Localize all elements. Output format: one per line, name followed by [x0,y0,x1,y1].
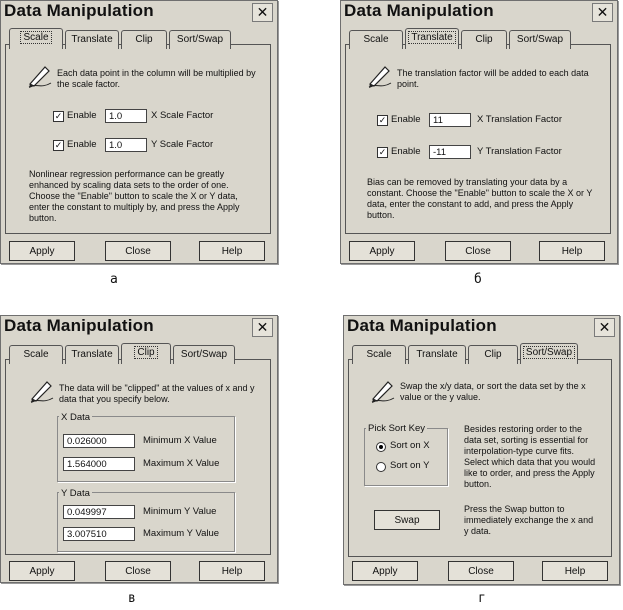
pencil-icon [27,63,53,89]
y-max-label: Maximum Y Value [143,528,220,539]
dialog-title: Data Manipulation [344,1,494,20]
x-translation-input[interactable]: 11 [429,113,471,127]
title-bar [341,1,617,25]
enable-x-checkbox[interactable]: ✓ [54,111,63,121]
scale-description: Each data point in the column will be multiplied by the scale factor. [57,68,256,89]
dialog-title: Data Manipulation [4,1,154,20]
title-bar [1,1,277,25]
x-translation-label: X Translation Factor [477,114,563,125]
close-window-button[interactable]: ✕ [592,3,613,22]
tab-scale[interactable]: Scale [9,345,63,364]
tab-clip[interactable]: Clip [121,30,167,49]
tab-sort-swap[interactable]: Sort/Swap [509,30,571,49]
x-max-label: Maximum X Value [143,458,220,469]
enable-x-label: Enable [391,114,421,125]
caption-v: в [128,591,136,606]
tab-translate[interactable]: Translate [65,345,119,364]
sort-x-radio[interactable] [376,442,386,452]
sort-y-radio[interactable] [376,462,386,472]
enable-y-label: Enable [67,139,97,150]
apply-button[interactable]: Apply [352,561,418,581]
tab-sort-swap[interactable]: Sort/Swap [169,30,231,49]
enable-x-checkbox[interactable]: ✓ [378,115,387,125]
y-max-input[interactable]: 3.007510 [63,527,135,541]
tab-sort-swap[interactable]: Sort/Swap [173,345,235,364]
y-translation-label: Y Translation Factor [477,146,562,157]
enable-y-label: Enable [391,146,421,157]
y-data-group-label: Y Data [61,488,90,499]
x-min-label: Minimum X Value [143,435,217,446]
dialog-sort-swap [343,315,620,585]
x-min-input[interactable]: 0.026000 [63,434,135,448]
tab-translate[interactable]: Translate [405,28,459,49]
pencil-icon [29,378,55,404]
sort-note: Besides restoring order to the data set, sorting is essential for interpolation-type curve fits. Select which data that you would like to order, and press the Apply button. [464,424,596,489]
scale-note: Nonlinear regression performance can be greatly enhanced by scaling data sets to the order of one. Choose the "Enable" button to scale the X or Y data, enter the constant to multiply by, and press the Apply button. [29,169,240,223]
y-data-group [57,492,235,552]
clip-description: The data will be "clipped" at the values of x and y data that you specify below. [59,383,255,404]
dialog-clip [0,315,278,583]
dialog-translate [340,0,618,264]
y-scale-input[interactable]: 1.0 [105,138,147,152]
apply-button[interactable]: Apply [349,241,415,261]
close-window-button[interactable]: ✕ [252,3,273,22]
y-min-input[interactable]: 0.049997 [63,505,135,519]
swap-button[interactable]: Swap [374,510,440,530]
title-bar [344,316,619,340]
tab-sort-swap[interactable]: Sort/Swap [520,343,578,364]
sort-key-group [364,428,448,486]
close-window-button[interactable]: ✕ [594,318,615,337]
close-button[interactable]: Close [445,241,511,261]
enable-x-label: Enable [67,110,97,121]
enable-y-checkbox[interactable]: ✓ [54,140,63,150]
close-button[interactable]: Close [105,561,171,581]
pencil-icon [370,378,396,404]
translate-description: The translation factor will be added to each data point. [397,68,589,89]
sortswap-description: Swap the x/y data, or sort the data set by the x value or the y value. [400,381,586,402]
dialog-title: Data Manipulation [4,316,154,335]
help-button[interactable]: Help [539,241,605,261]
y-translation-input[interactable]: -11 [429,145,471,159]
dialog-title: Data Manipulation [347,316,497,335]
y-scale-label: Y Scale Factor [151,139,214,150]
sort-y-label: Sort on Y [390,460,430,471]
caption-g: г [478,591,486,606]
tab-clip[interactable]: Clip [121,343,171,364]
close-button[interactable]: Close [448,561,514,581]
enable-y-checkbox[interactable]: ✓ [378,147,387,157]
close-window-button[interactable]: ✕ [252,318,273,337]
sort-key-group-label: Pick Sort Key [368,423,426,434]
dialog-scale [0,0,278,264]
x-max-input[interactable]: 1.564000 [63,457,135,471]
tab-clip[interactable]: Clip [461,30,507,49]
title-bar [1,316,277,340]
apply-button[interactable]: Apply [9,561,75,581]
tab-scale[interactable]: Scale [352,345,406,364]
help-button[interactable]: Help [199,241,265,261]
x-scale-label: X Scale Factor [151,110,214,121]
tab-scale[interactable]: Scale [9,28,63,49]
caption-b: б [474,272,482,287]
pencil-icon [367,63,393,89]
caption-a: а [110,272,118,287]
sort-x-label: Sort on X [390,440,430,451]
swap-note: Press the Swap button to immediately exchange the x and y data. [464,504,594,536]
translate-note: Bias can be removed by translating your data by a constant. Choose the "Enable" button to scale the X or Y data, enter the constant to add, and press the Apply button. [367,177,593,220]
tab-translate[interactable]: Translate [408,345,466,364]
tab-clip[interactable]: Clip [468,345,518,364]
help-button[interactable]: Help [542,561,608,581]
help-button[interactable]: Help [199,561,265,581]
x-data-group [57,416,235,482]
close-button[interactable]: Close [105,241,171,261]
y-min-label: Minimum Y Value [143,506,217,517]
x-scale-input[interactable]: 1.0 [105,109,147,123]
tab-scale[interactable]: Scale [349,30,403,49]
apply-button[interactable]: Apply [9,241,75,261]
x-data-group-label: X Data [61,412,91,423]
tab-translate[interactable]: Translate [65,30,119,49]
